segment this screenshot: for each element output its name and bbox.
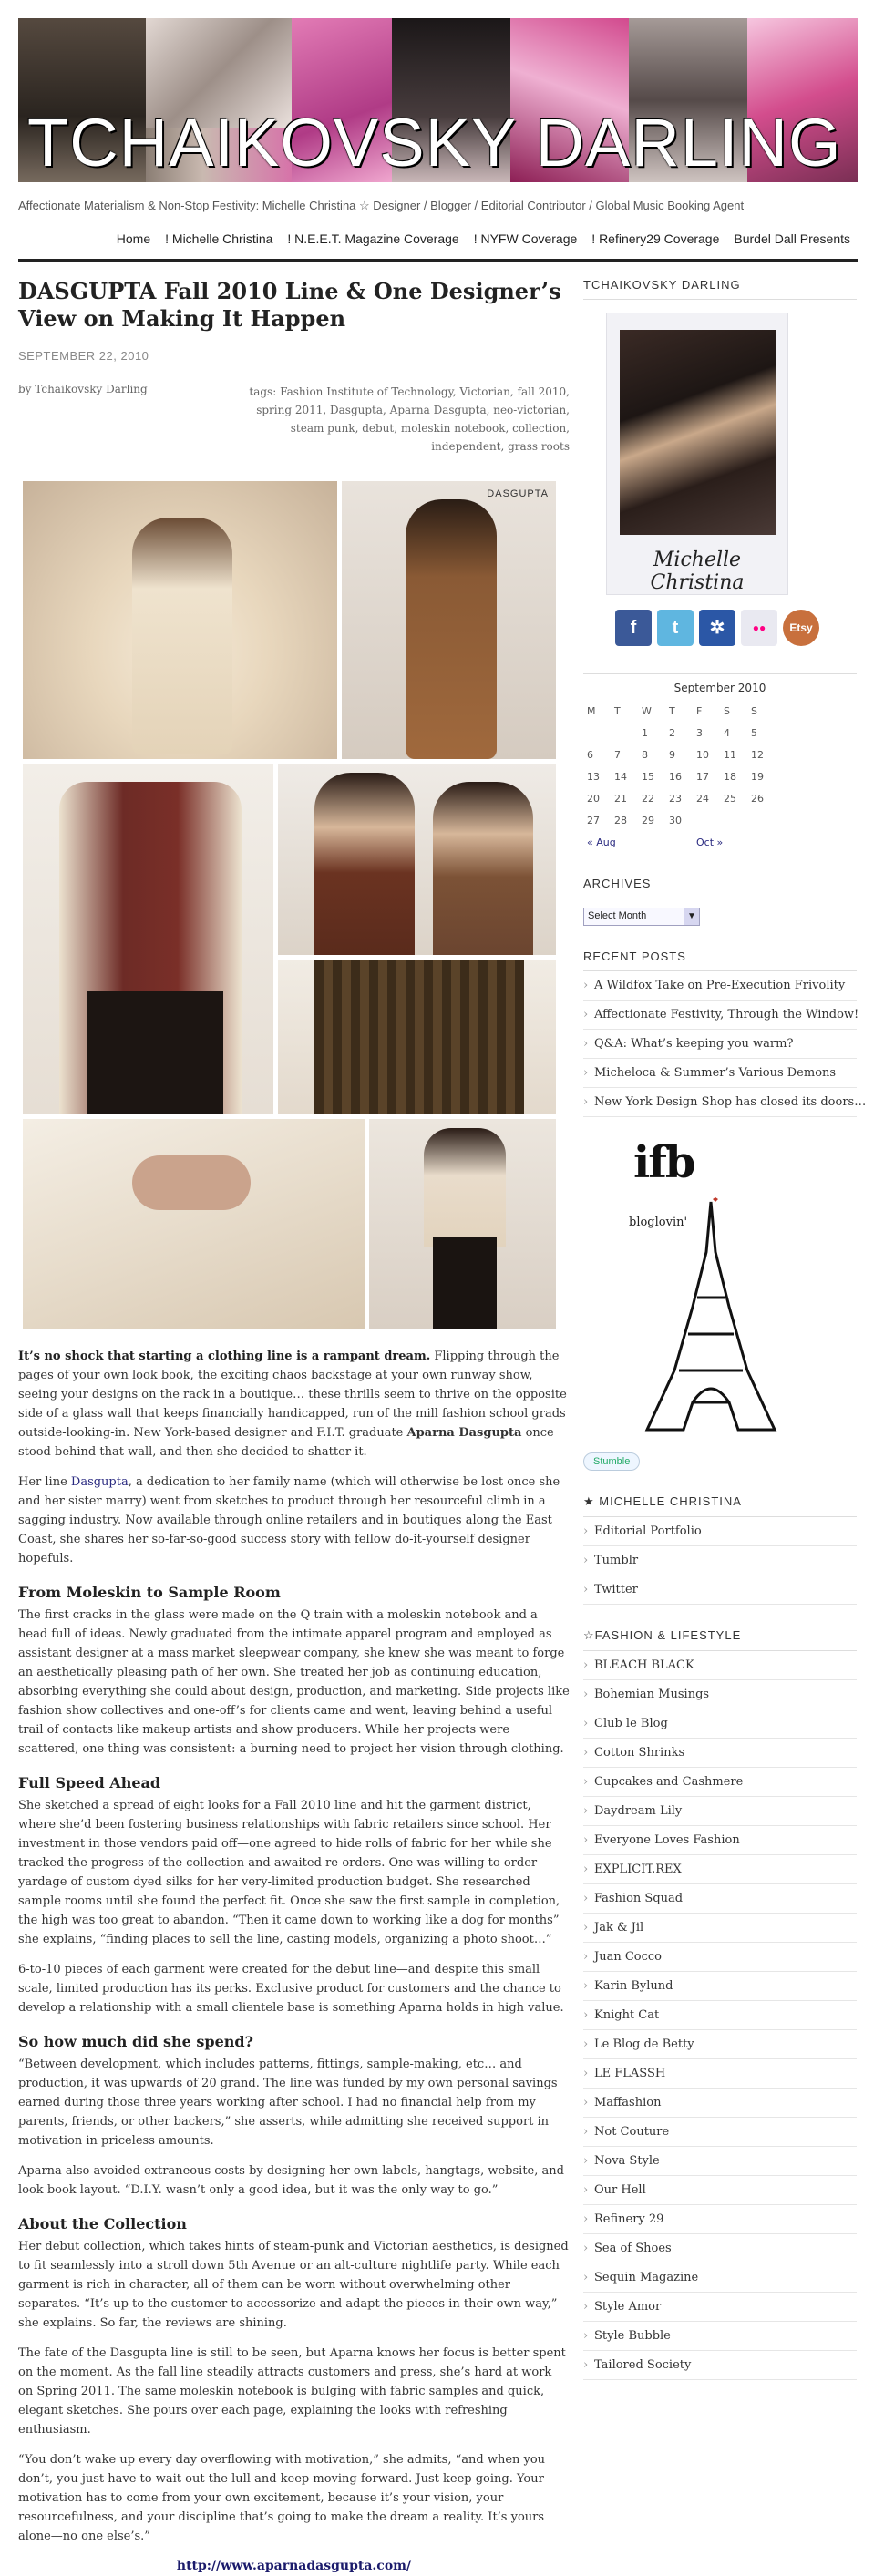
blogroll-link[interactable]: › Tailored Society [583,2351,857,2380]
calendar-day[interactable]: 24 [696,792,709,805]
blogroll-link[interactable]: › Our Hell [583,2176,857,2205]
photo-watermark: DASGUPTA [487,488,549,499]
calendar-weekday: T [614,704,621,717]
calendar-weekday: W [642,704,652,717]
blogroll-link[interactable]: › Le Blog de Betty [583,2030,857,2059]
calendar-widget [583,673,857,853]
post-meta [18,383,570,456]
paragraph: Aparna also avoided extraneous costs by designing her own labels, hangtags, website, and look book layout. “D.I.Y. wasn’t only a good idea, but it was the only way to go.” [18,2164,564,2197]
blogroll-link[interactable]: › Maffashion [583,2089,857,2118]
mc-link[interactable]: › Editorial Portfolio [583,1517,857,1546]
paragraph: Her debut collection, which takes hints of steam-punk and Victorian aesthetics, is designed to fit seamlessly into a stroll down 5th Avenue or an alt-culture nightlife party. While each garment is rich in character, all of them can be worn without overwhelming other separates. “It’s up to the customer to accessorize and adapt the pieces in their own way,” she explains. So far, the reviews are shining. [18,2240,569,2330]
blogroll-link[interactable]: › EXPLICIT.REX [583,1855,857,1884]
text: once stood behind that wall, and then she decided to shatter it. [18,1426,554,1459]
blogroll-link[interactable]: › Juan Cocco [583,1943,857,1972]
text: , a dedication to her family name (which will otherwise be lost once she and her sister marry) went from sketches to product through her resourceful climb in a sagging industry. Now available through online retailers and in boutiques along the East Coast, she shares her so-far-so-good success story with fellow do-it-yourself designer hopefuls. [18,1475,560,1565]
calendar-weekday: M [587,704,596,717]
photo-look-1 [23,481,337,759]
fl-links-list [583,1651,857,2380]
calendar-day[interactable]: 6 [587,748,593,761]
dasgupta-link[interactable]: Dasgupta [70,1475,129,1489]
calendar-day[interactable]: 3 [696,726,703,739]
bloglovin-badge[interactable] [629,1197,793,1434]
section-heading: From Moleskin to Sample Room [18,1584,281,1601]
nav-item-refinery29[interactable]: ! Refinery29 Coverage [591,231,720,246]
calendar-day[interactable]: 5 [751,726,757,739]
calendar-day[interactable]: 1 [642,726,648,739]
calendar-day[interactable]: 27 [587,814,600,826]
sidebar [583,278,867,2380]
calendar-day[interactable]: 23 [669,792,682,805]
nav-item-michelle-christina[interactable]: ! Michelle Christina [165,231,273,246]
photo-look-2 [342,481,556,759]
calendar-day[interactable]: 12 [751,748,764,761]
blogroll-link[interactable]: › Refinery 29 [583,2205,857,2234]
recent-posts-title: RECENT POSTS [583,949,857,971]
section-heading: So how much did she spend? [18,2033,253,2050]
recent-posts-widget [583,949,867,1117]
calendar-caption: September 2010 [673,682,766,694]
facebook-icon[interactable]: f [615,610,652,646]
calendar-weekday: T [669,704,675,717]
calendar-day[interactable]: 8 [642,748,648,761]
calendar-day[interactable]: 18 [724,770,736,783]
blogroll-link[interactable]: › Sea of Shoes [583,2234,857,2263]
blogroll-link[interactable]: › BLEACH BLACK [583,1651,857,1680]
calendar-day [747,809,775,831]
fashion-lifestyle-widget [583,1628,857,2380]
calendar-day[interactable]: 15 [642,770,654,783]
blogroll-link[interactable]: › Style Bubble [583,2322,857,2351]
calendar-next-link[interactable]: Oct » [696,836,724,848]
calendar-day[interactable]: 16 [669,770,682,783]
calendar-weekday: S [751,704,757,717]
post-title[interactable]: DASGUPTA Fall 2010 Line & One Designer’s View on Making It Happen [18,278,561,332]
sidebar-title: TCHAIKOVSKY DARLING [583,278,857,300]
photo-look-3 [23,764,273,1114]
ifb-badge[interactable]: ifb [633,1137,694,1188]
calendar-day[interactable]: 4 [724,726,730,739]
calendar-prev-link[interactable]: « Aug [587,836,616,848]
calendar-day[interactable]: 30 [669,814,682,826]
blogroll-link[interactable]: › Cupcakes and Cashmere [583,1768,857,1797]
social-icons [615,610,857,646]
lead-sentence: It’s no shock that starting a clothing line is a rampant dream. [18,1350,431,1363]
calendar-day[interactable]: 28 [614,814,627,826]
chevron-down-icon: ▼ [684,908,699,925]
recent-posts-list [583,971,867,1117]
blogroll-link[interactable]: › Nova Style [583,2147,857,2176]
recent-post-link[interactable]: › Q&A: What’s keeping you warm? [583,1030,857,1059]
calendar-week-row [583,722,775,744]
calendar-week-row [583,809,775,831]
signature: Michelle Christina [650,549,745,594]
designer-website-link[interactable]: http://www.aparnadasgupta.com/ [176,2559,412,2573]
main-content [18,278,570,2576]
bloglovin-label: bloglovin' [629,1216,688,1229]
mc-link[interactable]: › Tumblr [583,1546,857,1575]
calendar-day[interactable]: 26 [751,792,764,805]
photo-look-4 [278,764,556,955]
designer-name: Aparna Dasgupta [406,1426,522,1440]
calendar-week-row [583,765,775,787]
blogroll-link[interactable]: › Sequin Magazine [583,2263,857,2293]
calendar-day [693,809,720,831]
calendar-day[interactable]: 11 [724,748,736,761]
calendar-week-row [583,744,775,765]
blogroll-link[interactable]: › Not Couture [583,2118,857,2147]
nav-item-home[interactable]: Home [116,231,151,246]
paragraph: The fate of the Dasgupta line is still to be seen, but Aparna knows her focus is better spent on the moment. As the fall line steadily attracts customers and press, she’s hard at work on Spring 2011. The same moleskin notebook is bulging with fabric samples and quick, elegant sketches. She pours over each page, explaining the looks with refreshing enthusiasm. [18,2346,566,2437]
calendar-day[interactable]: 14 [614,770,627,783]
site-tagline: Affectionate Materialism & Non-Stop Festivity: Michelle Christina ☆ Designer / Blogger / Editorial Contributor / Global Music Booking Agent [18,199,745,212]
calendar-day[interactable]: 19 [751,770,764,783]
recent-post-link[interactable]: › New York Design Shop has closed its doors… [583,1088,857,1117]
recent-post-link[interactable]: › Micheloca & Summer’s Various Demons [583,1059,857,1088]
michelle-christina-widget [583,1494,857,1605]
paragraph: “You don’t wake up every day overflowing with motivation,” she admits, “and when you don’t, you just have to wait out the lull and keep moving forward. Just keep going. Your motivation has to come from your own excitement, because it’s your vision, your resourcefulness, and your discipline that’s going to make the dream a reality. It’s yours alone—no one else’s.” [18,2453,546,2543]
twitter-icon[interactable]: t [657,610,694,646]
nav-item-nyfw[interactable]: ! NYFW Coverage [473,231,578,246]
profile-polaroid[interactable] [606,313,788,595]
calendar-day[interactable]: 13 [587,770,600,783]
recent-post-link[interactable]: › A Wildfox Take on Pre-Execution Frivolity [583,971,857,1001]
paragraph: She sketched a spread of eight looks for a Fall 2010 line and hit the garment district, where she’d been fostering business relationships with fabric retailers since school. Her investment in those vendors paid off—one agreed to hide rolls of fabric for her while she tracked the progress of the collection and awaited re-orders. One was willing to order yardage of custom dyed silks for her very-limited production budget. She researched sample rooms until she found the perfect fit. Once she saw the first sample in completion, the high was too great to abandon. “Then it came down to working like a dog for months” she explains, “finding places to sell the line, casting models, organizing a photo shoot…” [18,1799,560,1946]
site-title: TCHAIKOVSKY DARLING [27,105,842,180]
main-nav [18,228,858,262]
blogroll-link[interactable]: › LE FLASSH [583,2059,857,2089]
photo-look-5 [278,960,556,1114]
profile-photo [620,330,776,535]
etsy-icon[interactable]: Etsy [783,610,819,646]
calendar-day[interactable]: 10 [696,748,709,761]
calendar-header-row [583,700,775,722]
eiffel-tower-icon [629,1197,793,1434]
text: Her line [18,1475,71,1489]
calendar-day [611,722,638,744]
section-heading: Full Speed Ahead [18,1774,161,1791]
recent-post-link[interactable]: › Affectionate Festivity, Through the Window! [583,1001,857,1030]
calendar-day[interactable]: 25 [724,792,736,805]
paragraph: The first cracks in the glass were made on the Q train with a moleskin notebook and a head full of ideas. Newly graduated from the intimate apparel program and employed as assistant designer at a mass market sleepwear company, she knew she was meant to forge an aesthetically pleasing path of her own. She treated her job as continuing education, absorbing everything she could about design, production, and marketing. Side projects like fashion show collectives and one-off’s for clients came and went, leaving behind a useful trail of contacts like makeup artists and show producers. While her projects were scattered, one thing was consistent: a burning need to project her vision through clothing. [18,1608,570,1756]
post-body [18,1347,570,2576]
archives-widget [583,877,857,926]
fl-title: ☆FASHION & LIFESTYLE [583,1628,857,1651]
photo-collage [18,481,570,1329]
photo-look-6 [23,1119,365,1329]
calendar-day[interactable]: 29 [642,814,654,826]
calendar-day[interactable]: 7 [614,748,621,761]
calendar-day [720,809,747,831]
calendar-day [583,722,611,744]
blogroll-link[interactable]: › Knight Cat [583,2001,857,2030]
paragraph: “Between development, which includes patterns, fittings, sample-making, etc… and production, it was upwards of 20 grand. The line was funded by my own personal savings earned during those three years working after school. I had no financial help from my parents, friends, or other backers,” she asserts, while admitting she received support in motivation in priceless amounts. [18,2058,558,2148]
calendar-day[interactable]: 9 [669,748,675,761]
section-heading: About the Collection [18,2215,187,2232]
mc-link[interactable]: › Twitter [583,1575,857,1605]
calendar-table [583,700,775,853]
archives-select[interactable] [583,908,700,926]
flickr-icon[interactable]: ●● [741,610,777,646]
calendar-day[interactable]: 22 [642,792,654,805]
archives-title: ARCHIVES [583,877,857,898]
mc-links-list [583,1517,857,1605]
archives-select-value: Select Month [588,910,647,921]
blogroll-link[interactable]: › Bohemian Musings [583,1680,857,1709]
header-banner[interactable] [18,18,858,182]
snowflake-icon[interactable]: ✲ [699,610,735,646]
calendar-day[interactable]: 2 [669,726,675,739]
calendar-day[interactable]: 20 [587,792,600,805]
paragraph: 6-to-10 pieces of each garment were created for the debut line—and despite this small scale, limited production has its perks. Exclusive product for customers and the chance to develop a relationship with a small clientele base is something Aparna holds in high value. [18,1963,564,2015]
calendar-day[interactable]: 17 [696,770,709,783]
text: Flipping through the pages of your own look book, the exciting chaos backstage at your own runway show, seeing your designs on the rack in a boutique… these thrills seem to thrive on the opposite side of a glass wall that keeps financially handicapped, run of the mill fashion school grads outside-looking-in. New York-based designer and F.I.T. graduate [18,1350,567,1440]
paragraph [18,1347,570,1462]
calendar-weekday: F [696,704,703,717]
calendar-day[interactable]: 21 [614,792,627,805]
post-tags[interactable]: tags: Fashion Institute of Technology, Victorian, fall 2010, spring 2011, Dasgupta, Aparna Dasgupta, neo-victorian, steam punk, debut, moleskin notebook, collection, independent, grass roots [249,385,570,453]
blogroll-link[interactable]: › Everyone Loves Fashion [583,1826,857,1855]
calendar-week-row [583,787,775,809]
blogroll-link[interactable]: › Style Amor [583,2293,857,2322]
blogroll-link[interactable]: › Cotton Shrinks [583,1739,857,1768]
photo-look-7 [369,1119,556,1329]
blogroll-link[interactable]: › Karin Bylund [583,1972,857,2001]
calendar-weekday: S [724,704,730,717]
nav-item-neet-magazine[interactable]: ! N.E.E.T. Magazine Coverage [287,231,459,246]
post-date: SEPTEMBER 22, 2010 [18,349,149,363]
blogroll-link[interactable]: › Daydream Lily [583,1797,857,1826]
mc-title: ★ MICHELLE CHRISTINA [583,1494,857,1517]
blogroll-link[interactable]: › Club le Blog [583,1709,857,1739]
blogroll-link[interactable]: › Jak & Jil [583,1914,857,1943]
blogroll-link[interactable]: › Fashion Squad [583,1884,857,1914]
post-author: by Tchaikovsky Darling [18,383,148,395]
nav-item-burdel-dall[interactable]: Burdel Dall Presents [734,231,850,246]
stumble-button[interactable]: Stumble [583,1452,640,1471]
paragraph [18,1473,570,1568]
